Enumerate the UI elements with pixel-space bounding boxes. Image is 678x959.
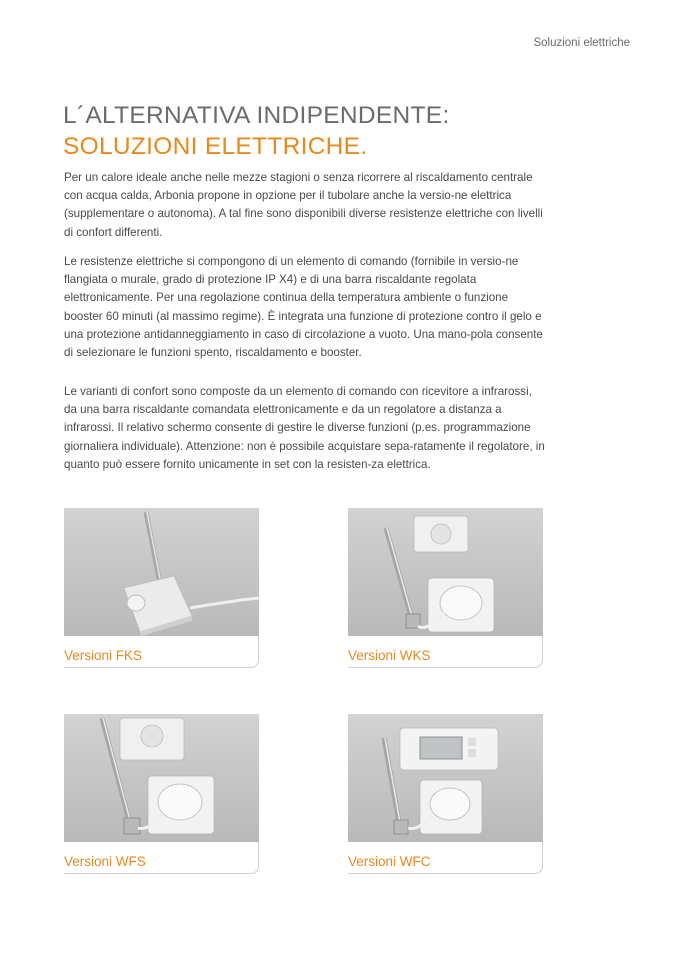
paragraph-components: Le resistenze elettriche si compongono di un elemento di comando (fornibile in versio-ne flangiata o murale, grado di protezione IP X4) e di una barra riscaldante regolata elettronicamente. Per una regolazione continua della temperatura ambiente o funzione booster 60 minuti (al massimo regime). È integrata una funzione di protezione contro il gelo e una protezione antidanneggiamento in caso di circolazione a vuoto. Una mano-pola consente di selezionare le funzioni spento, riscaldamento e booster. <box>64 255 543 360</box>
product-photo-wfs <box>64 714 259 842</box>
product-wks <box>348 508 544 668</box>
section-label: Soluzioni elettriche <box>533 37 630 49</box>
caption-frame <box>64 842 259 874</box>
caption-frame <box>348 636 543 668</box>
title-line-1: L´ALTERNATIVA INDIPENDENTE: <box>63 102 450 129</box>
caption-frame <box>64 636 259 668</box>
caption-fks: Versioni FKS <box>64 648 143 663</box>
caption-wks: Versioni WKS <box>348 648 431 663</box>
product-photo-wfc <box>348 714 543 842</box>
product-wfs <box>64 714 260 874</box>
paragraph-intro: Per un calore ideale anche nelle mezze stagioni o senza ricorrere al riscaldamento centrale con acqua calda, Arbonia propone in opzione per il tubolare anche la versio-ne elettrica (supplementare o autonoma). A tal fine sono disponibili diverse resistenze elettriche con livelli di confort differenti. <box>64 171 543 239</box>
product-wfc <box>348 714 544 874</box>
product-photo-wks <box>348 508 543 636</box>
title-line-2: SOLUZIONI ELETTRICHE. <box>63 133 368 160</box>
product-photo-fks <box>64 508 259 636</box>
paragraph-comfort: Le varianti di confort sono composte da un elemento di comando con ricevitore a infrarossi, da una barra riscaldante comandata elettronicamente e da un regolatore a distanza a infrarossi. Il relativo schermo consente di gestire le diverse funzioni (p.es. programmazione giornaliera individuale). Attenzione: non è possibile acquistare sepa-ratamente il regolatore, in quanto può essere fornito unicamente in set con la resisten-za elettrica. <box>64 385 545 471</box>
caption-wfs: Versioni WFS <box>64 854 146 869</box>
caption-frame <box>348 842 543 874</box>
product-fks <box>64 508 260 668</box>
caption-wfc: Versioni WFC <box>348 854 431 869</box>
page-title <box>63 100 623 162</box>
